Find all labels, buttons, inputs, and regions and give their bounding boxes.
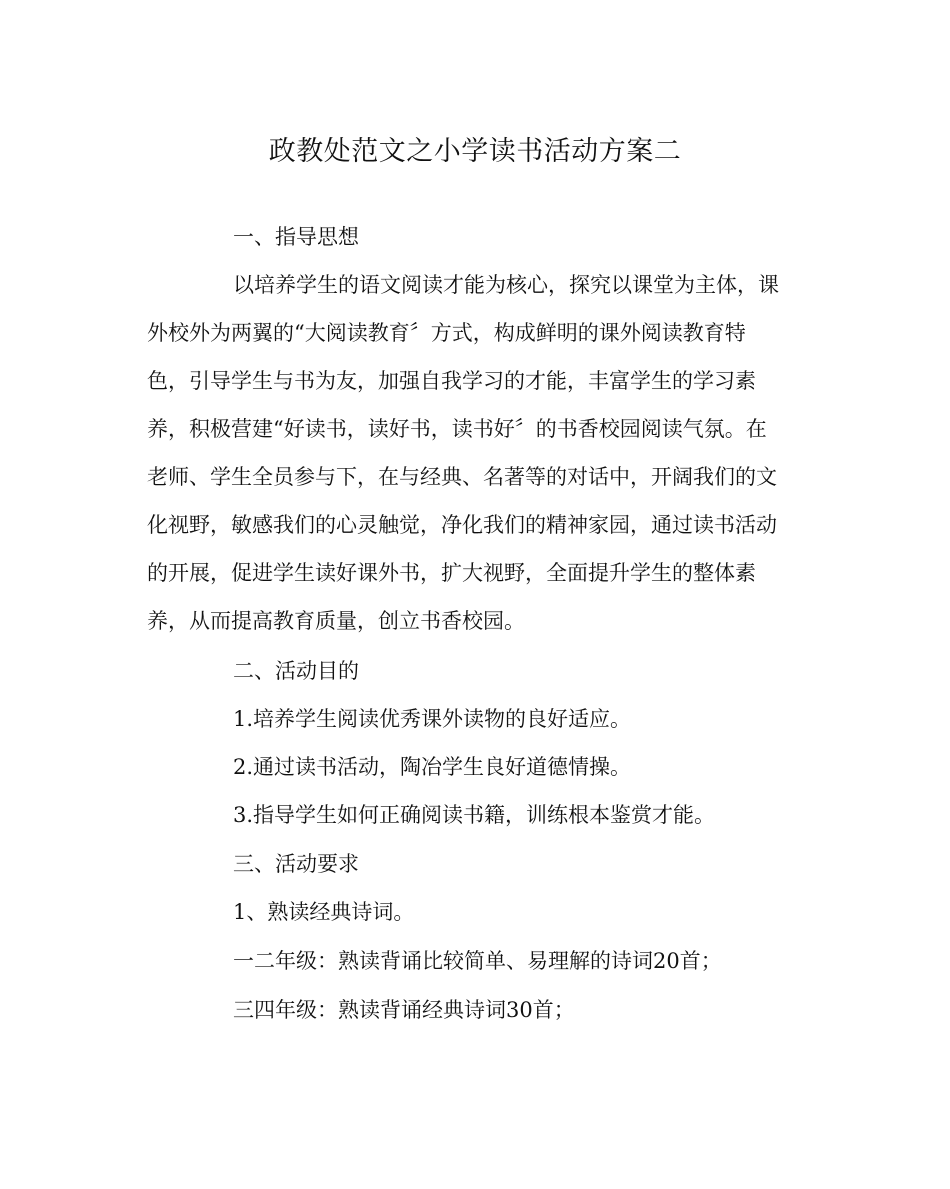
list-item: 3.指导学生如何正确阅读书籍，训练根本鉴赏才能。: [233, 803, 716, 827]
list-item: 1.培养学生阅读优秀课外读物的良好适应。: [233, 707, 632, 731]
list-item: 2.通过读书活动，陶冶学生良好道德情操。: [233, 755, 632, 779]
document-title: 政教处范文之小学读书活动方案二: [268, 136, 682, 167]
list-item: 一二年级：熟读背诵比较简单、易理解的诗词20首；: [233, 949, 722, 973]
paragraph-line: 老师、学生全员参与下，在与经典、名著等的对话中，开阔我们的文: [147, 465, 777, 489]
list-item: 三四年级：熟读背诵经典诗词30首；: [233, 998, 575, 1022]
section1-heading: 一、指导思想: [233, 225, 359, 249]
paragraph-line: 以培养学生的语文阅读才能为核心，探究以课堂为主体，课: [233, 273, 779, 297]
paragraph-line: 养，从而提高教育质量，创立书香校园。: [147, 609, 525, 633]
paragraph-line: 养，积极营建“好读书，读好书，读书好〞的书香校园阅读气氛。在: [147, 417, 767, 441]
paragraph-line: 化视野，敏感我们的心灵触觉，净化我们的精神家园，通过读书活动: [147, 513, 777, 537]
paragraph-line: 外校外为两翼的“大阅读教育〞方式，构成鲜明的课外阅读教育特: [147, 321, 746, 345]
section3-heading: 三、活动要求: [233, 852, 359, 876]
paragraph-line: 色，引导学生与书为友，加强自我学习的才能，丰富学生的学习素: [147, 369, 756, 393]
list-item: 1、熟读经典诗词。: [233, 900, 415, 924]
paragraph-line: 的开展，促进学生读好课外书，扩大视野，全面提升学生的整体素: [147, 561, 756, 585]
section2-heading: 二、活动目的: [233, 659, 359, 683]
